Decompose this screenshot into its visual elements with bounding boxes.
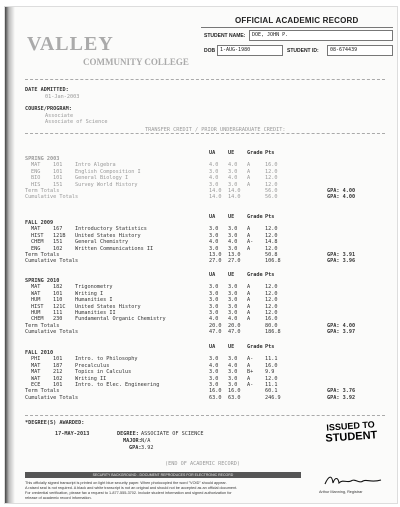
course-subject: HUM [31,297,41,304]
course-ue: 4.0 [228,175,238,182]
course-ue: 4.0 [228,239,238,246]
cumulative-gpa: GPA: 3.92 [327,394,356,401]
course-pts: 12.0 [265,375,278,382]
course-title: Trigonometry [75,284,113,291]
footer-line3: For credential verification, please fax a request to 1-877-555-3702. Include student information and signed authorization for [25,491,232,495]
col-header-grade: Grade [247,214,263,220]
transcript-page [4,6,398,504]
course-title: Intro. to Philosophy [75,356,138,363]
col-header-ua: UA [209,214,216,220]
course-pts: 11.1 [265,356,278,363]
course-title: Written Communications II [75,245,154,252]
cumulative-gpa: GPA: 4.00 [327,194,356,201]
course-ua: 4.0 [209,175,219,182]
course-ue: 4.0 [228,162,238,169]
course-ua: 3.0 [209,382,219,388]
course-title: Topics in Calculus [75,369,132,376]
course-subject: HIS [31,181,41,188]
col-header-ua: UA [209,272,216,278]
col-header-ue: UE [228,214,235,220]
term-totals-pts: 80.0 [265,322,278,329]
course-pts: 12.0 [265,290,278,297]
degree-value: ASSOCIATE OF SCIENCE [141,431,204,437]
course-number: 121B [53,232,66,239]
term-totals-ue: 20.0 [228,322,241,329]
course-title: Introductory Statistics [75,226,147,233]
course-grade: A- [247,382,254,388]
term-totals-pts: 50.8 [265,252,278,258]
course-ua: 3.0 [209,181,219,188]
course-number: 101 [53,290,63,297]
cumulative-totals-label: Cumulative Totals [25,394,79,401]
course-grade: A- [247,356,254,363]
transfer-credit-note: TRANSFER CREDIT / PRIOR UNDERGRADUATE CREDIT: [145,127,286,133]
course-ua: 4.0 [209,362,219,369]
cumulative-totals-ue: 47.0 [228,329,241,336]
course-number: 101 [53,162,63,169]
course-ue: 3.0 [228,284,238,291]
course-subject: PHI [31,356,41,363]
term-totals-ua: 16.0 [209,388,222,395]
course-pts: 14.8 [265,239,278,246]
course-subject: ECE [31,382,41,388]
term-totals-ue: 14.0 [228,188,241,194]
course-pts: 16.0 [265,362,278,369]
course-grade: A [247,290,251,297]
course-number: 101 [53,175,63,182]
course-number: 187 [53,362,63,369]
course-ua: 3.0 [209,310,219,316]
course-ue: 3.0 [228,369,238,376]
course-ue: 4.0 [228,316,238,323]
course-number: 151 [53,181,63,188]
course-grade: A [247,310,251,316]
course-subject: HUM [31,310,41,316]
course-number: 101 [53,168,63,175]
course-ua: 3.0 [209,245,219,252]
course-number: 167 [53,226,63,233]
course-number: 101 [53,356,63,363]
term-totals-label: Term Totals [25,252,60,258]
course-pts: 9.9 [265,369,275,376]
course-title: Intro Algebra [75,162,116,169]
footer-line4: release of academic record information. [25,496,92,500]
course-grade: A [247,245,251,252]
cumulative-totals-pts: 246.9 [265,394,281,401]
course-ua: 3.0 [209,369,219,376]
course-grade: A- [247,239,254,246]
course-ua: 4.0 [209,239,219,246]
term-totals-pts: 60.1 [265,388,278,395]
course-grade: B+ [247,369,254,376]
term-totals-ue: 16.0 [228,388,241,395]
col-header-pts: Pts [265,214,275,220]
course-subject: WAT [31,290,41,297]
course-number: 182 [53,284,63,291]
degree-gpa-value: 3.92 [141,445,154,451]
term-name: FALL 2010 [25,350,54,356]
term-name: FALL 2009 [25,220,54,226]
scan-edge-shadow [5,7,15,503]
course-subject: MAT [31,226,41,233]
college-logo-line1: VALLEY [27,33,114,55]
degree-date: 17-MAY-2013 [55,431,90,437]
cumulative-totals-ua: 14.0 [209,194,222,201]
course-grade: A [247,284,251,291]
course-ua: 3.0 [209,303,219,310]
term-name: SPRING 2010 [25,278,60,284]
course-ue: 3.0 [228,181,238,188]
term-totals-label: Term Totals [25,322,60,329]
col-header-pts: Pts [265,344,275,350]
course-subject: BIO [31,175,41,182]
col-header-pts: Pts [265,272,275,278]
course-pts: 16.0 [265,316,278,323]
course-number: 151 [53,239,63,246]
course-program-line2: Associate of Science [45,119,108,125]
course-grade: A [247,226,251,233]
dob-label: DOB [204,48,216,54]
course-ue: 3.0 [228,303,238,310]
course-grade: A [247,303,251,310]
issued-to-student-stamp [322,419,379,445]
course-ue: 3.0 [228,226,238,233]
course-pts: 12.0 [265,245,278,252]
course-subject: HIST [31,232,44,239]
course-number: 212 [53,369,63,376]
course-number: 110 [53,297,63,304]
course-ue: 3.0 [228,245,238,252]
course-subject: WAT [31,375,41,382]
course-ue: 3.0 [228,297,238,304]
course-subject: ENG [31,168,41,175]
major-label: MAJOR: [123,438,142,444]
student-id-field: 08-674439 [327,45,393,56]
footer-line2: A raised seal is not required. A black and white transcript is not an original and should not be accepted as an official document. [25,486,238,490]
course-grade: A [247,181,251,188]
cumulative-totals-ua: 47.0 [209,329,222,336]
term-totals-pts: 56.0 [265,188,278,194]
record-title: OFFICIAL ACADEMIC RECORD [235,16,359,25]
cumulative-totals-ue: 63.0 [228,394,241,401]
course-program-label: COURSE/PROGRAM: [25,106,72,112]
course-subject: MAT [31,362,41,369]
course-pts: 12.0 [265,232,278,239]
cumulative-gpa: GPA: 3.96 [327,258,356,265]
course-pts: 12.0 [265,226,278,233]
course-ua: 3.0 [209,284,219,291]
course-grade: A [247,168,251,175]
course-pts: 12.0 [265,175,278,182]
term-totals-ua: 20.0 [209,322,222,329]
course-subject: ENG [31,245,41,252]
cumulative-totals-pts: 186.8 [265,329,281,336]
course-grade: A [247,162,251,169]
course-pts: 12.0 [265,284,278,291]
course-number: 121C [53,303,66,310]
footer-notice [25,481,305,501]
course-pts: 12.0 [265,181,278,188]
header-rule [201,27,393,28]
course-subject: MAT [31,162,41,169]
course-grade: A [247,232,251,239]
course-pts: 12.0 [265,303,278,310]
col-header-ue: UE [228,150,235,156]
term-gpa: GPA: 4.00 [327,188,356,194]
course-ue: 4.0 [228,362,238,369]
course-ua: 3.0 [209,226,219,233]
course-ua: 3.0 [209,232,219,239]
student-name-label: STUDENT NAME: [204,33,246,39]
course-ua: 3.0 [209,356,219,363]
footer-line1: This officially signed transcript is printed on light blue security paper. When photocopied the word "VOID" should appear. [25,481,227,485]
term-name: SPRING 2003 [25,156,60,162]
term-totals-label: Term Totals [25,388,60,395]
course-number: 102 [53,375,63,382]
course-ua: 3.0 [209,290,219,297]
term-totals-ua: 13.0 [209,252,222,258]
col-header-ua: UA [209,150,216,156]
course-pts: 12.0 [265,310,278,316]
stamp-line2: STUDENT [325,429,378,445]
course-subject: CHEM [31,239,44,246]
course-number: 102 [53,245,63,252]
cumulative-gpa: GPA: 3.97 [327,329,356,336]
cumulative-totals-label: Cumulative Totals [25,329,79,336]
cumulative-totals-ua: 27.0 [209,258,222,265]
col-header-pts: Pts [265,150,275,156]
course-pts: 12.0 [265,297,278,304]
course-title: United States History [75,303,141,310]
course-program-line1: Associate [45,113,74,119]
course-title: United States History [75,232,141,239]
course-number: 111 [53,310,63,316]
course-grade: A [247,175,251,182]
course-pts: 11.1 [265,382,278,388]
course-title: Fundamental Organic Chemistry [75,316,166,323]
course-title: Precalculus [75,362,110,369]
cumulative-totals-ue: 14.0 [228,194,241,201]
course-ue: 3.0 [228,382,238,388]
cumulative-totals-ue: 27.0 [228,258,241,265]
course-title: Survey World History [75,181,138,188]
course-ue: 3.0 [228,168,238,175]
course-ua: 3.0 [209,375,219,382]
cumulative-totals-pts: 56.0 [265,194,278,201]
course-subject: MAT [31,284,41,291]
course-subject: MAT [31,369,41,376]
course-grade: A [247,316,251,323]
col-header-ue: UE [228,272,235,278]
section-divider [25,133,385,134]
footer-security-bar: SECURITY BACKGROUND - DOCUMENT REPRODUCES FOR ELECTRONIC RECORD [25,472,301,478]
cumulative-totals-label: Cumulative Totals [25,194,79,201]
course-ue: 3.0 [228,310,238,316]
registrar-name: Arthur Manning, Registrar [319,490,363,494]
col-header-ua: UA [209,344,216,350]
course-subject: CHEM [31,316,44,323]
cumulative-totals-label: Cumulative Totals [25,258,79,265]
date-admitted-value: 01-Jan-2003 [45,94,80,100]
course-subject: HIST [31,303,44,310]
course-ue: 3.0 [228,375,238,382]
col-header-grade: Grade [247,344,263,350]
degree-gpa-label: GPA: [129,445,142,451]
course-ua: 3.0 [209,168,219,175]
college-logo-line2: COMMUNITY COLLEGE [83,57,189,67]
course-ue: 3.0 [228,356,238,363]
stamp-line1: ISSUED TO [326,419,376,433]
cumulative-totals-pts: 106.8 [265,258,281,265]
course-ue: 3.0 [228,232,238,239]
term-totals-ue: 13.0 [228,252,241,258]
date-admitted-label: DATE ADMITTED: [25,87,69,93]
registrar-signature [323,473,383,487]
course-ua: 4.0 [209,316,219,323]
cumulative-totals-ua: 63.0 [209,394,222,401]
section-divider [25,79,385,80]
course-ue: 3.0 [228,290,238,297]
student-id-label: STUDENT ID: [287,48,319,54]
course-ua: 4.0 [209,162,219,169]
col-header-ue: UE [228,344,235,350]
course-title: Humanities II [75,310,116,316]
course-title: Intro. to Elec. Engineering [75,382,160,388]
col-header-grade: Grade [247,150,263,156]
course-ua: 3.0 [209,297,219,304]
course-number: 101 [53,382,63,388]
course-grade: A [247,297,251,304]
course-grade: A [247,362,251,369]
term-gpa: GPA: 3.76 [327,388,356,395]
dob-field: 1-AUG-1980 [217,45,283,56]
end-of-record: (END OF ACADEMIC RECORD) [165,461,240,467]
course-title: General Chemistry [75,239,129,246]
term-totals-label: Term Totals [25,188,60,194]
term-gpa: GPA: 3.91 [327,252,356,258]
course-title: Humanities I [75,297,113,304]
degree-awarded-label: *DEGREE(S) AWARDED: [25,420,85,426]
term-gpa: GPA: 4.00 [327,322,356,329]
course-title: Writing II [75,375,107,382]
course-title: English Composition I [75,168,141,175]
course-pts: 12.0 [265,168,278,175]
course-title: General Biology I [75,175,129,182]
course-title: Writing I [75,290,104,297]
col-header-grade: Grade [247,272,263,278]
section-divider [25,415,385,416]
course-grade: A [247,375,251,382]
course-number: 230 [53,316,63,323]
degree-label: DEGREE: [117,431,139,437]
course-pts: 16.0 [265,162,278,169]
major-value: N/A [141,438,151,444]
term-totals-ua: 14.0 [209,188,222,194]
student-name-field: DOE, JOHN P. [249,30,393,41]
